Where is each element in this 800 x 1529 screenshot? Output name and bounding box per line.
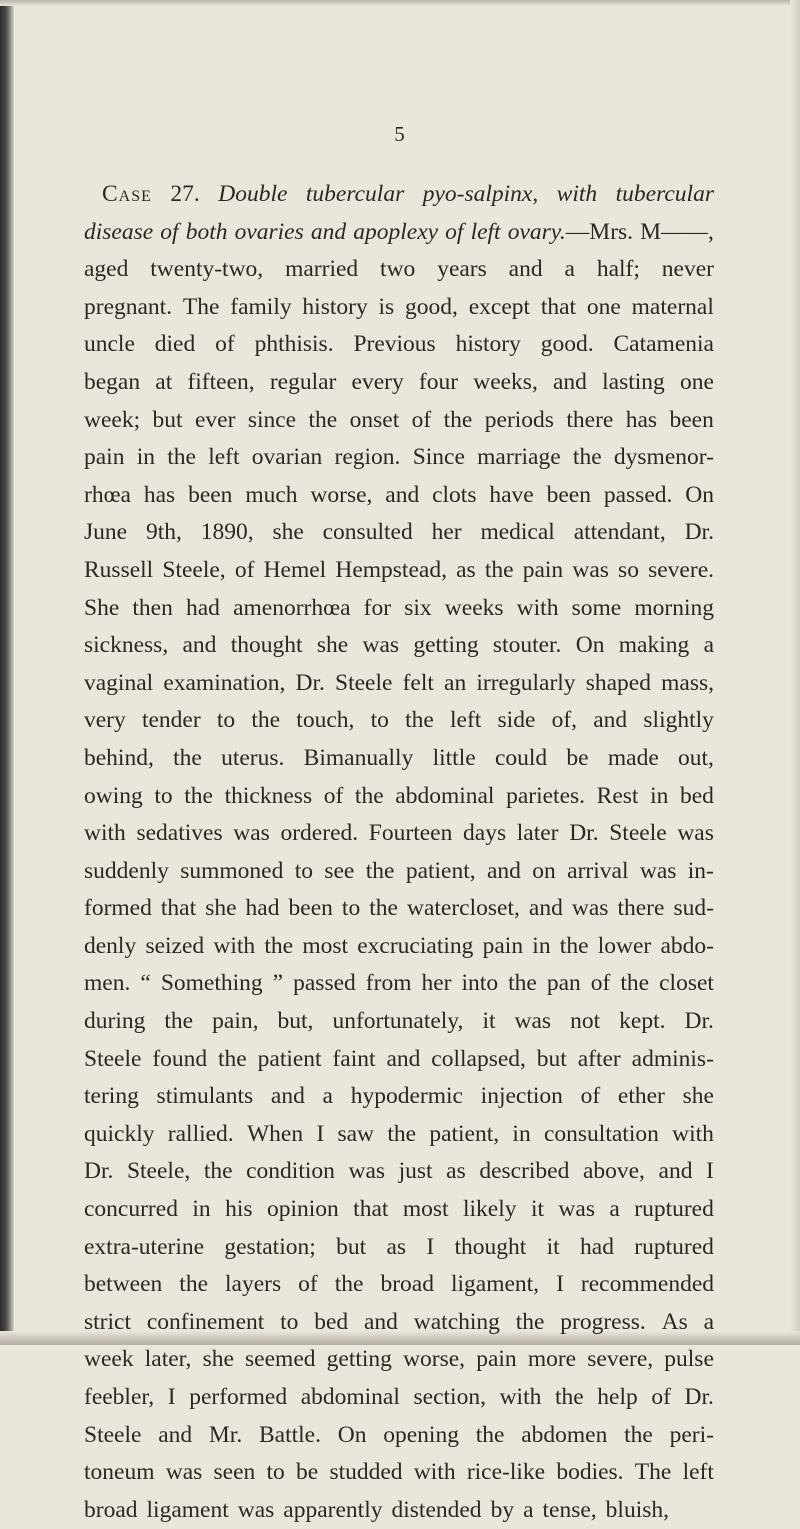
text-line: sickness, and thought she was getting stouter. On making a [84, 632, 714, 659]
text-line: feebler, I performed abdominal section, with the help of Dr. [84, 1384, 714, 1410]
text-line: men. “ Something ” passed from her into the pan of the closet [84, 970, 714, 997]
text-line: pregnant. The family history is good, except that one maternal [84, 293, 714, 320]
text-line: week; but ever since the onset of the periods there has been [84, 406, 714, 433]
text-line: quickly rallied. When I saw the patient, in consultation with [84, 1120, 714, 1147]
text-line: Case 27. Double tubercular pyo-salpinx, with tubercular [102, 181, 714, 207]
page-top-edge [0, 0, 800, 6]
text-line: between the layers of the broad ligament, I recommended [84, 1271, 714, 1298]
page-right-edge [790, 0, 800, 1345]
text-line: Russell Steele, of Hemel Hempstead, as the pain was so severe. [84, 556, 714, 583]
text-line: week later, she seemed getting worse, pain more severe, pulse [84, 1346, 714, 1373]
text-line: Dr. Steele, the condition was just as described above, and I [84, 1158, 714, 1185]
text-line: Steele found the patient faint and collapsed, but after adminis- [84, 1045, 714, 1072]
text-line: She then had amenorrhœa for six weeks with some morning [84, 594, 714, 621]
text-line: concurred in his opinion that most likely it was a ruptured [84, 1196, 714, 1223]
text-line: during the pain, but, unfortunately, it was not kept. Dr. [84, 1008, 714, 1035]
text-line: formed that she had been to the watercloset, and was there sud- [84, 895, 714, 922]
text-line: very tender to the touch, to the left side of, and slightly [84, 707, 714, 734]
page-number: 5 [394, 122, 406, 146]
text-line: extra-uterine gestation; but as I thought it had ruptured [84, 1233, 714, 1260]
text-line: denly seized with the most excruciating pain in the lower abdo- [84, 932, 714, 959]
text-line: broad ligament was apparently distended by a tense, bluish, [84, 1496, 670, 1523]
text-line: rhœa has been much worse, and clots have been passed. On [84, 481, 714, 508]
text-line: Steele and Mr. Battle. On opening the abdomen the peri- [84, 1421, 714, 1448]
book-spine-edge [0, 0, 14, 1345]
text-line: uncle died of phthisis. Previous history good. Catamenia [84, 331, 714, 358]
text-line: disease of both ovaries and apoplexy of left ovary.—Mrs. M——, [84, 218, 714, 245]
text-line: owing to the thickness of the abdominal parietes. Rest in bed [84, 782, 714, 809]
text-line: strict confinement to bed and watching the progress. As a [84, 1308, 714, 1335]
text-line: aged twenty-two, married two years and a half; never [84, 256, 714, 283]
text-line: vaginal examination, Dr. Steele felt an irregularly shaped mass, [84, 669, 714, 696]
text-line: began at fifteen, regular every four weeks, and lasting one [84, 368, 714, 395]
text-line: suddenly summoned to see the patient, and on arrival was in- [84, 857, 714, 884]
text-line: tering stimulants and a hypodermic injection of ether she [84, 1083, 714, 1110]
text-line: pain in the left ovarian region. Since marriage the dysmenor- [84, 444, 714, 471]
article-body [84, 176, 714, 1529]
text-line: with sedatives was ordered. Fourteen days later Dr. Steele was [84, 820, 714, 847]
text-line: behind, the uterus. Bimanually little could be made out, [84, 744, 714, 771]
text-line: toneum was seen to be studded with rice-like bodies. The left [84, 1459, 714, 1486]
text-line: June 9th, 1890, she consulted her medical attendant, Dr. [84, 519, 714, 546]
